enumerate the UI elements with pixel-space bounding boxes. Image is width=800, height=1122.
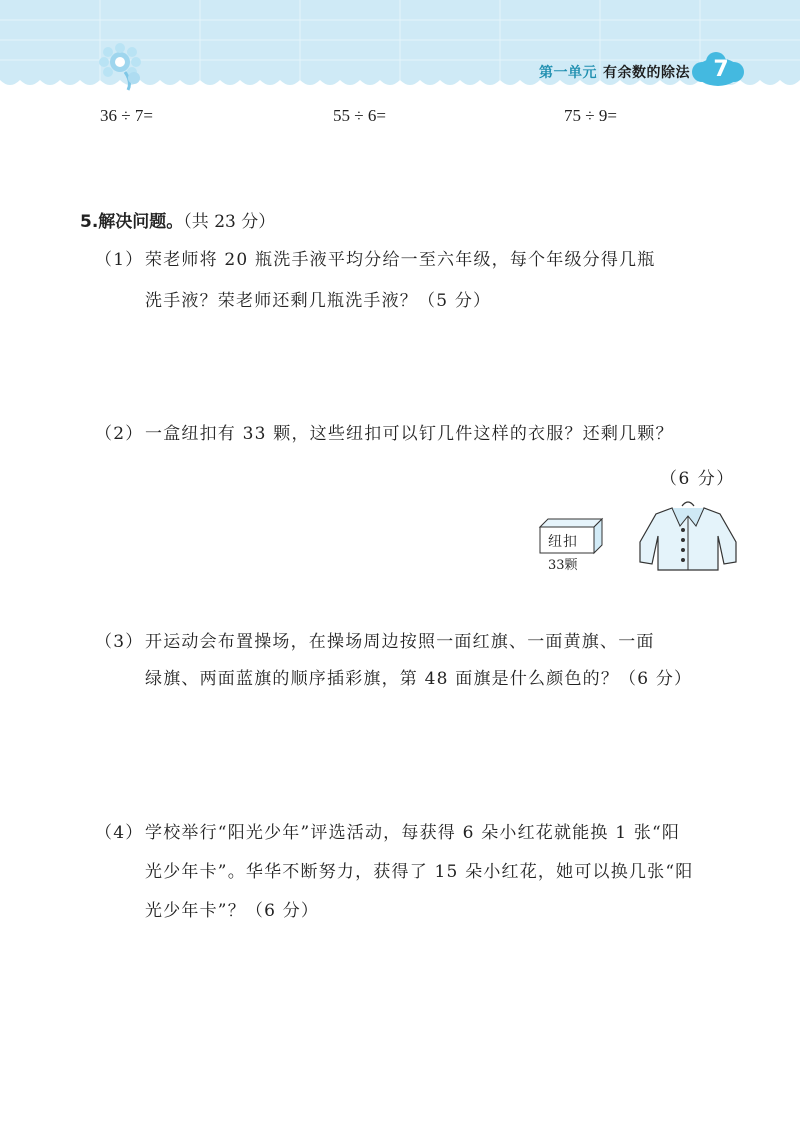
exercise-3: 75 ÷ 9= <box>564 106 617 125</box>
question-4-label: （4） <box>95 823 144 843</box>
section-number: 5. <box>80 212 99 232</box>
question-3-line-1: 开运动会布置操场，在操场周边按照一面红旗、一面黄旗、一面 <box>145 632 655 652</box>
exercise-2: 55 ÷ 6= <box>333 106 386 125</box>
question-4-line-2: 光少年卡”。华华不断努力，获得了 15 朵小红花，她可以换几张“阳 <box>145 862 694 882</box>
question-1-label: （1） <box>95 250 144 270</box>
question-1-line-2: 洗手液？荣老师还剩几瓶洗手液？（5 分） <box>145 291 492 311</box>
unit-topic: 有余数的除法 <box>603 65 690 81</box>
page-header <box>0 0 800 96</box>
unit-label: 第一单元 <box>539 65 597 81</box>
question-3-line-2: 绿旗、两面蓝旗的顺序插彩旗，第 48 面旗是什么颜色的？（6 分） <box>145 669 693 689</box>
shirt-icon <box>636 500 740 572</box>
unit-title <box>539 62 690 82</box>
exercise-1: 36 ÷ 7= <box>100 106 153 125</box>
button-box-label: 纽扣 <box>548 534 578 550</box>
question-4-line-3: 光少年卡”？（6 分） <box>145 901 320 921</box>
question-3-label: （3） <box>95 632 144 652</box>
button-box-count: 33颗 <box>548 558 578 573</box>
question-2-line-1: 一盒纽扣有 33 颗，这些纽扣可以钉几件这样的衣服？还剩几颗？ <box>145 424 674 444</box>
section-heading: 解决问题。 <box>98 212 184 232</box>
question-4-line-1: 学校举行“阳光少年”评选活动，每获得 6 朵小红花就能换 1 张“阳 <box>145 823 681 843</box>
question-2-label: （2） <box>95 424 144 444</box>
section-points: （共 23 分） <box>183 212 276 232</box>
question-1-line-1: 荣老师将 20 瓶洗手液平均分给一至六年级，每个年级分得几瓶 <box>145 250 656 270</box>
section-title <box>80 207 275 232</box>
page-number: 7 <box>713 57 729 82</box>
question-2-points: （6 分） <box>660 469 735 489</box>
